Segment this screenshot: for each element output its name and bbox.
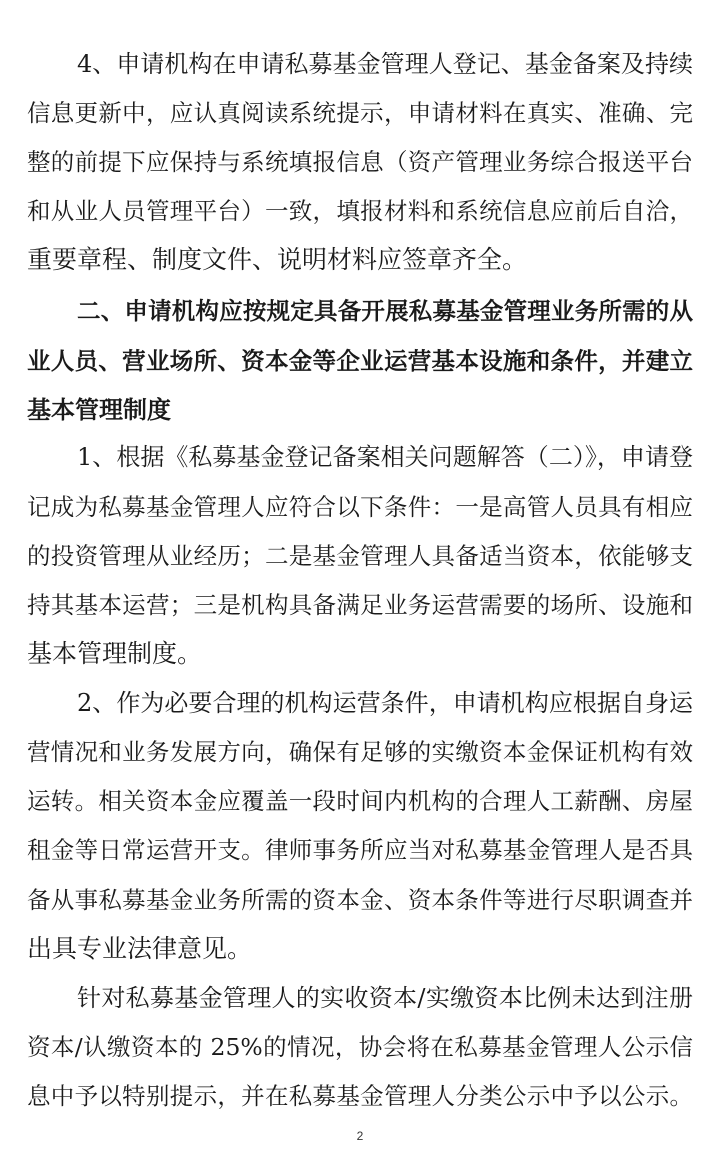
text-line: 基本管理制度。 [27, 639, 203, 668]
text-line: 息中予以特别提示，并在私募基金管理人分类公示中予以公示。 [27, 1082, 693, 1110]
text-line: 信息更新中，应认真阅读系统提示，申请材料在真实、准确、完 [27, 99, 693, 127]
text-line: 针对私募基金管理人的实收资本/实缴资本比例未达到注册 [77, 984, 693, 1012]
text-line: 运转。相关资本金应覆盖一段时间内机构的合理人工薪酬、房屋 [27, 787, 693, 815]
text-line: 重要章程、制度文件、说明材料应签章齐全。 [27, 245, 528, 274]
text-line: 整的前提下应保持与系统填报信息（资产管理业务综合报送平台 [27, 148, 693, 176]
text-line: 资本/认缴资本的 25%的情况，协会将在私募基金管理人公示信 [27, 1033, 693, 1061]
text-line: 营情况和业务发展方向，确保有足够的实缴资本金保证机构有效 [27, 738, 693, 766]
text-line: 持其基本运营；三是机构具备满足业务运营需要的场所、设施和 [27, 591, 693, 619]
heading-line: 基本管理制度 [27, 396, 171, 424]
text-line: 备从事私募基金业务所需的资本金、资本条件等进行尽职调查并 [27, 886, 693, 914]
text-line: 租金等日常运营开支。律师事务所应当对私募基金管理人是否具 [27, 836, 693, 864]
heading-line: 业人员、营业场所、资本金等企业运营基本设施和条件，并建立 [27, 347, 693, 375]
text-line: 和从业人员管理平台）一致，填报材料和系统信息应前后自洽， [27, 197, 693, 225]
text-line: 1、根据《私募基金登记备案相关问题解答（二）》，申请登 [77, 443, 693, 471]
text-line: 记成为私募基金管理人应符合以下条件：一是高管人员具有相应 [27, 493, 693, 521]
text-line: 的投资管理从业经历；二是基金管理人具备适当资本，依能够支 [27, 542, 693, 570]
text-line: 2、作为必要合理的机构运营条件，申请机构应根据自身运 [77, 689, 693, 717]
heading-line: 二、申请机构应按规定具备开展私募基金管理业务所需的从 [77, 297, 693, 325]
text-line: 4、申请机构在申请私募基金管理人登记、基金备案及持续 [77, 50, 693, 78]
page-number: 2 [356, 1129, 364, 1143]
text-line: 出具专业法律意见。 [27, 934, 253, 963]
